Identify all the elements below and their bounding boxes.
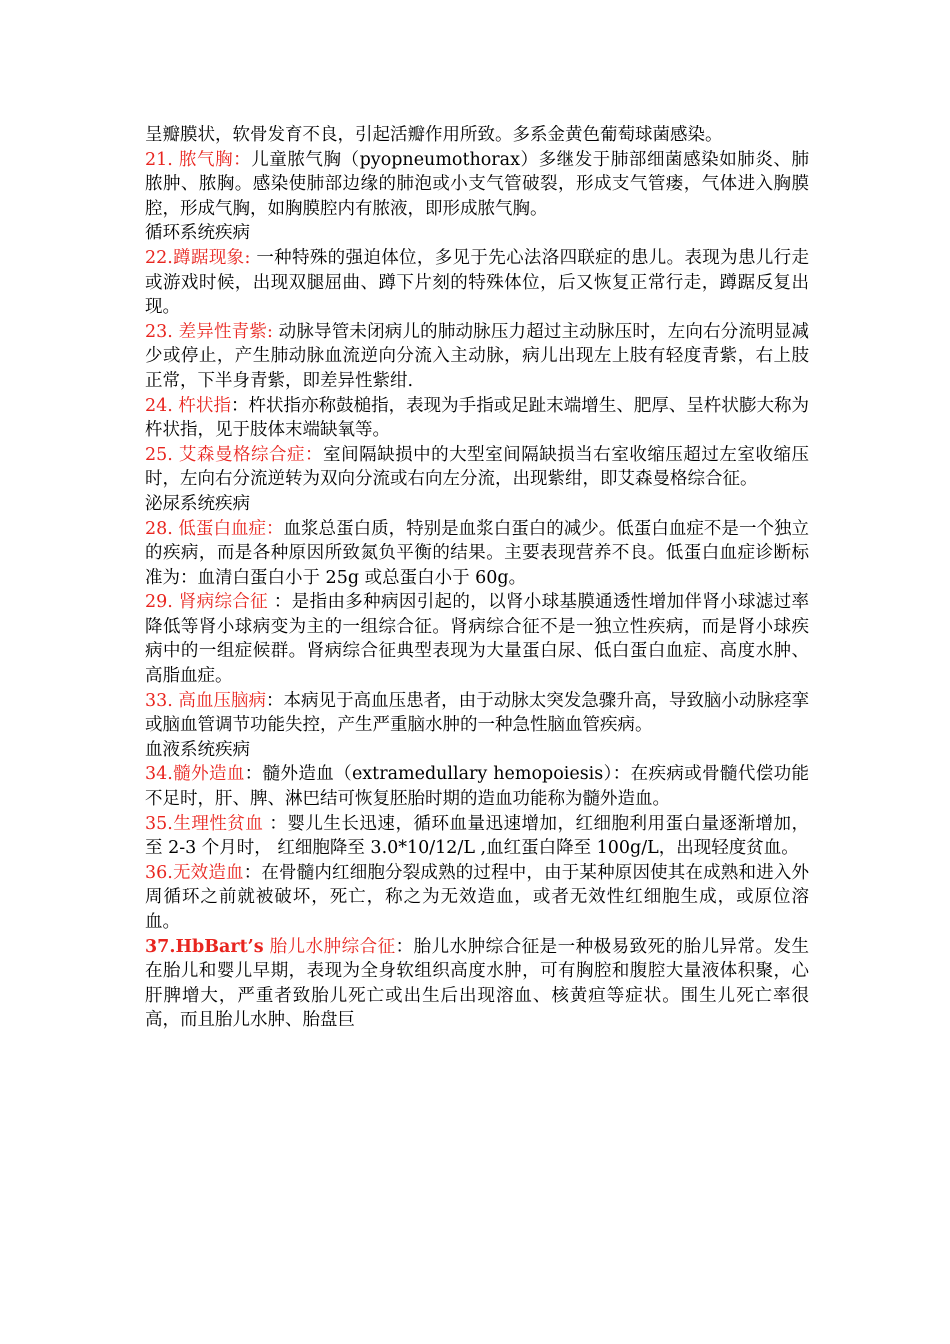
definition-text: ：是指由多种病因引起的，以肾小球基膜通透性增加伴肾小球滤过率降低等肾小球病变为主的一组综合征。肾病综合征不是一独立性疾病，而是肾小球疾病中的一组症候群。肾病综合征典型表现为大量蛋白尿、低白蛋白血症、高度水肿、高脂血症。 <box>145 592 809 687</box>
term-label: 36.无效造血 <box>145 862 244 883</box>
section-heading-circulatory: 循环系统疾病 <box>145 223 250 244</box>
term-label: 胎儿水肿综合征 <box>263 936 396 957</box>
term-label: 23. 差异性青紫: <box>145 321 279 342</box>
definition-text: 动脉导管未闭病儿的肺动脉压力超过主动脉压时，左向右分流明显减少或停止，产生肺动脉血流逆向分流入主动脉，病儿出现左上肢有轻度青紫，右上肢正常，下半身青紫，即差异性紫绀. <box>145 321 810 391</box>
definition-text: ：本病见于高血压患者，由于动脉太突发急骤升高，导致脑小动脉痉挛或脑血管调节功能失控，产生严重脑水肿的一种急性脑血管疾病。 <box>145 690 809 736</box>
entry-21 <box>145 148 809 222</box>
entry-33 <box>145 689 809 738</box>
continued-paragraph <box>145 123 809 148</box>
definition-text: 儿童脓气胸（pyopneumothorax）多继发于肺部细菌感染如肺炎、肺脓肿、脓胸。感染使肺部边缘的肺泡或小支气管破裂，形成支气管瘘，气体进入胸膜腔，形成气胸，如胸膜腔内有脓液，即形成脓气胸。 <box>145 149 809 219</box>
definition-text: ：在骨髓内红细胞分裂成熟的过程中，由于某种原因使其在成熟和进入外周循环之前就被破坏，死亡，称之为无效造血，或者无效性红细胞生成，或原位溶血。 <box>145 862 809 932</box>
entry-28 <box>145 517 809 591</box>
entry-35 <box>145 812 809 861</box>
document-body <box>145 123 809 1033</box>
section-heading-blood: 血液系统疾病 <box>145 739 250 760</box>
term-label: 34.髓外造血 <box>145 764 245 785</box>
entry-23 <box>145 320 809 394</box>
definition-text: 室间隔缺损中的大型室间隔缺损当右室收缩压超过左室收缩压时，左向右分流逆转为双向分流或右向左分流，出现紫绀，即艾森曼格综合征。 <box>145 444 809 490</box>
definition-text: ：婴儿生长迅速，循环血量迅速增加，红细胞利用蛋白量逐渐增加， 至 2-3 个月时， 红细胞降至 3.0*10/12/L ,血红蛋白降至 100g/L，出现轻度贫血。 <box>145 813 809 859</box>
entry-22 <box>145 246 809 320</box>
entry-29 <box>145 590 809 688</box>
term-label: 25. 艾森曼格综合症： <box>145 444 324 465</box>
term-label-bold: 37.HbBart’s <box>145 936 264 957</box>
term-label: 28. 低蛋白血症： <box>145 518 284 539</box>
term-label: 22.蹲踞现象: <box>145 247 257 268</box>
entry-37 <box>145 935 809 1033</box>
entry-24 <box>145 394 809 443</box>
definition-text: 血浆总蛋白质，特别是血浆白蛋白的减少。低蛋白血症不是一个独立的疾病，而是各种原因所致氮负平衡的结果。主要表现营养不良。低蛋白血症诊断标准为：血清白蛋白小于 25g 或总蛋白小于 60g。 <box>145 518 809 588</box>
term-label: 35.生理性贫血 <box>145 813 270 834</box>
section-heading-urinary: 泌尿系统疾病 <box>145 493 250 514</box>
entry-34 <box>145 762 809 811</box>
paragraph-text: 呈瓣膜状，软骨发育不良，引起活瓣作用所致。多系金黄色葡萄球菌感染。 <box>145 125 723 145</box>
definition-text: ：胎儿水肿综合征是一种极易致死的胎儿异常。发生在胎儿和婴儿早期，表现为全身软组织高度水肿，可有胸腔和腹腔大量液体积聚，心肝脾增大，严重者致胎儿死亡或出生后出现溶血、核黄疸等症状。围生儿死亡率很高，而且胎儿水肿、胎盘巨 <box>145 936 810 1031</box>
definition-text: ：髓外造血（extramedullary hemopoiesis）：在疾病或骨髓代偿功能不足时，肝、脾、淋巴结可恢复胚胎时期的造血功能称为髓外造血。 <box>145 764 809 810</box>
entry-36 <box>145 861 809 935</box>
definition-text: ：杵状指亦称鼓槌指，表现为手指或足趾末端增生、肥厚、呈杵状膨大称为杵状指，见于肢体末端缺氧等。 <box>145 395 809 441</box>
term-label: 33. 高血压脑病 <box>145 690 266 711</box>
term-label: 21. 脓气胸： <box>145 149 252 170</box>
entry-25 <box>145 443 809 492</box>
term-label: 24. 杵状指 <box>145 395 231 416</box>
term-label: 29. 肾病综合征 <box>145 592 274 613</box>
definition-text: 一种特殊的强迫体位，多见于先心法洛四联症的患儿。表现为患儿行走或游戏时候，出现双腿屈曲、蹲下片刻的特殊体位，后又恢复正常行走，蹲踞反复出现。 <box>145 247 809 318</box>
